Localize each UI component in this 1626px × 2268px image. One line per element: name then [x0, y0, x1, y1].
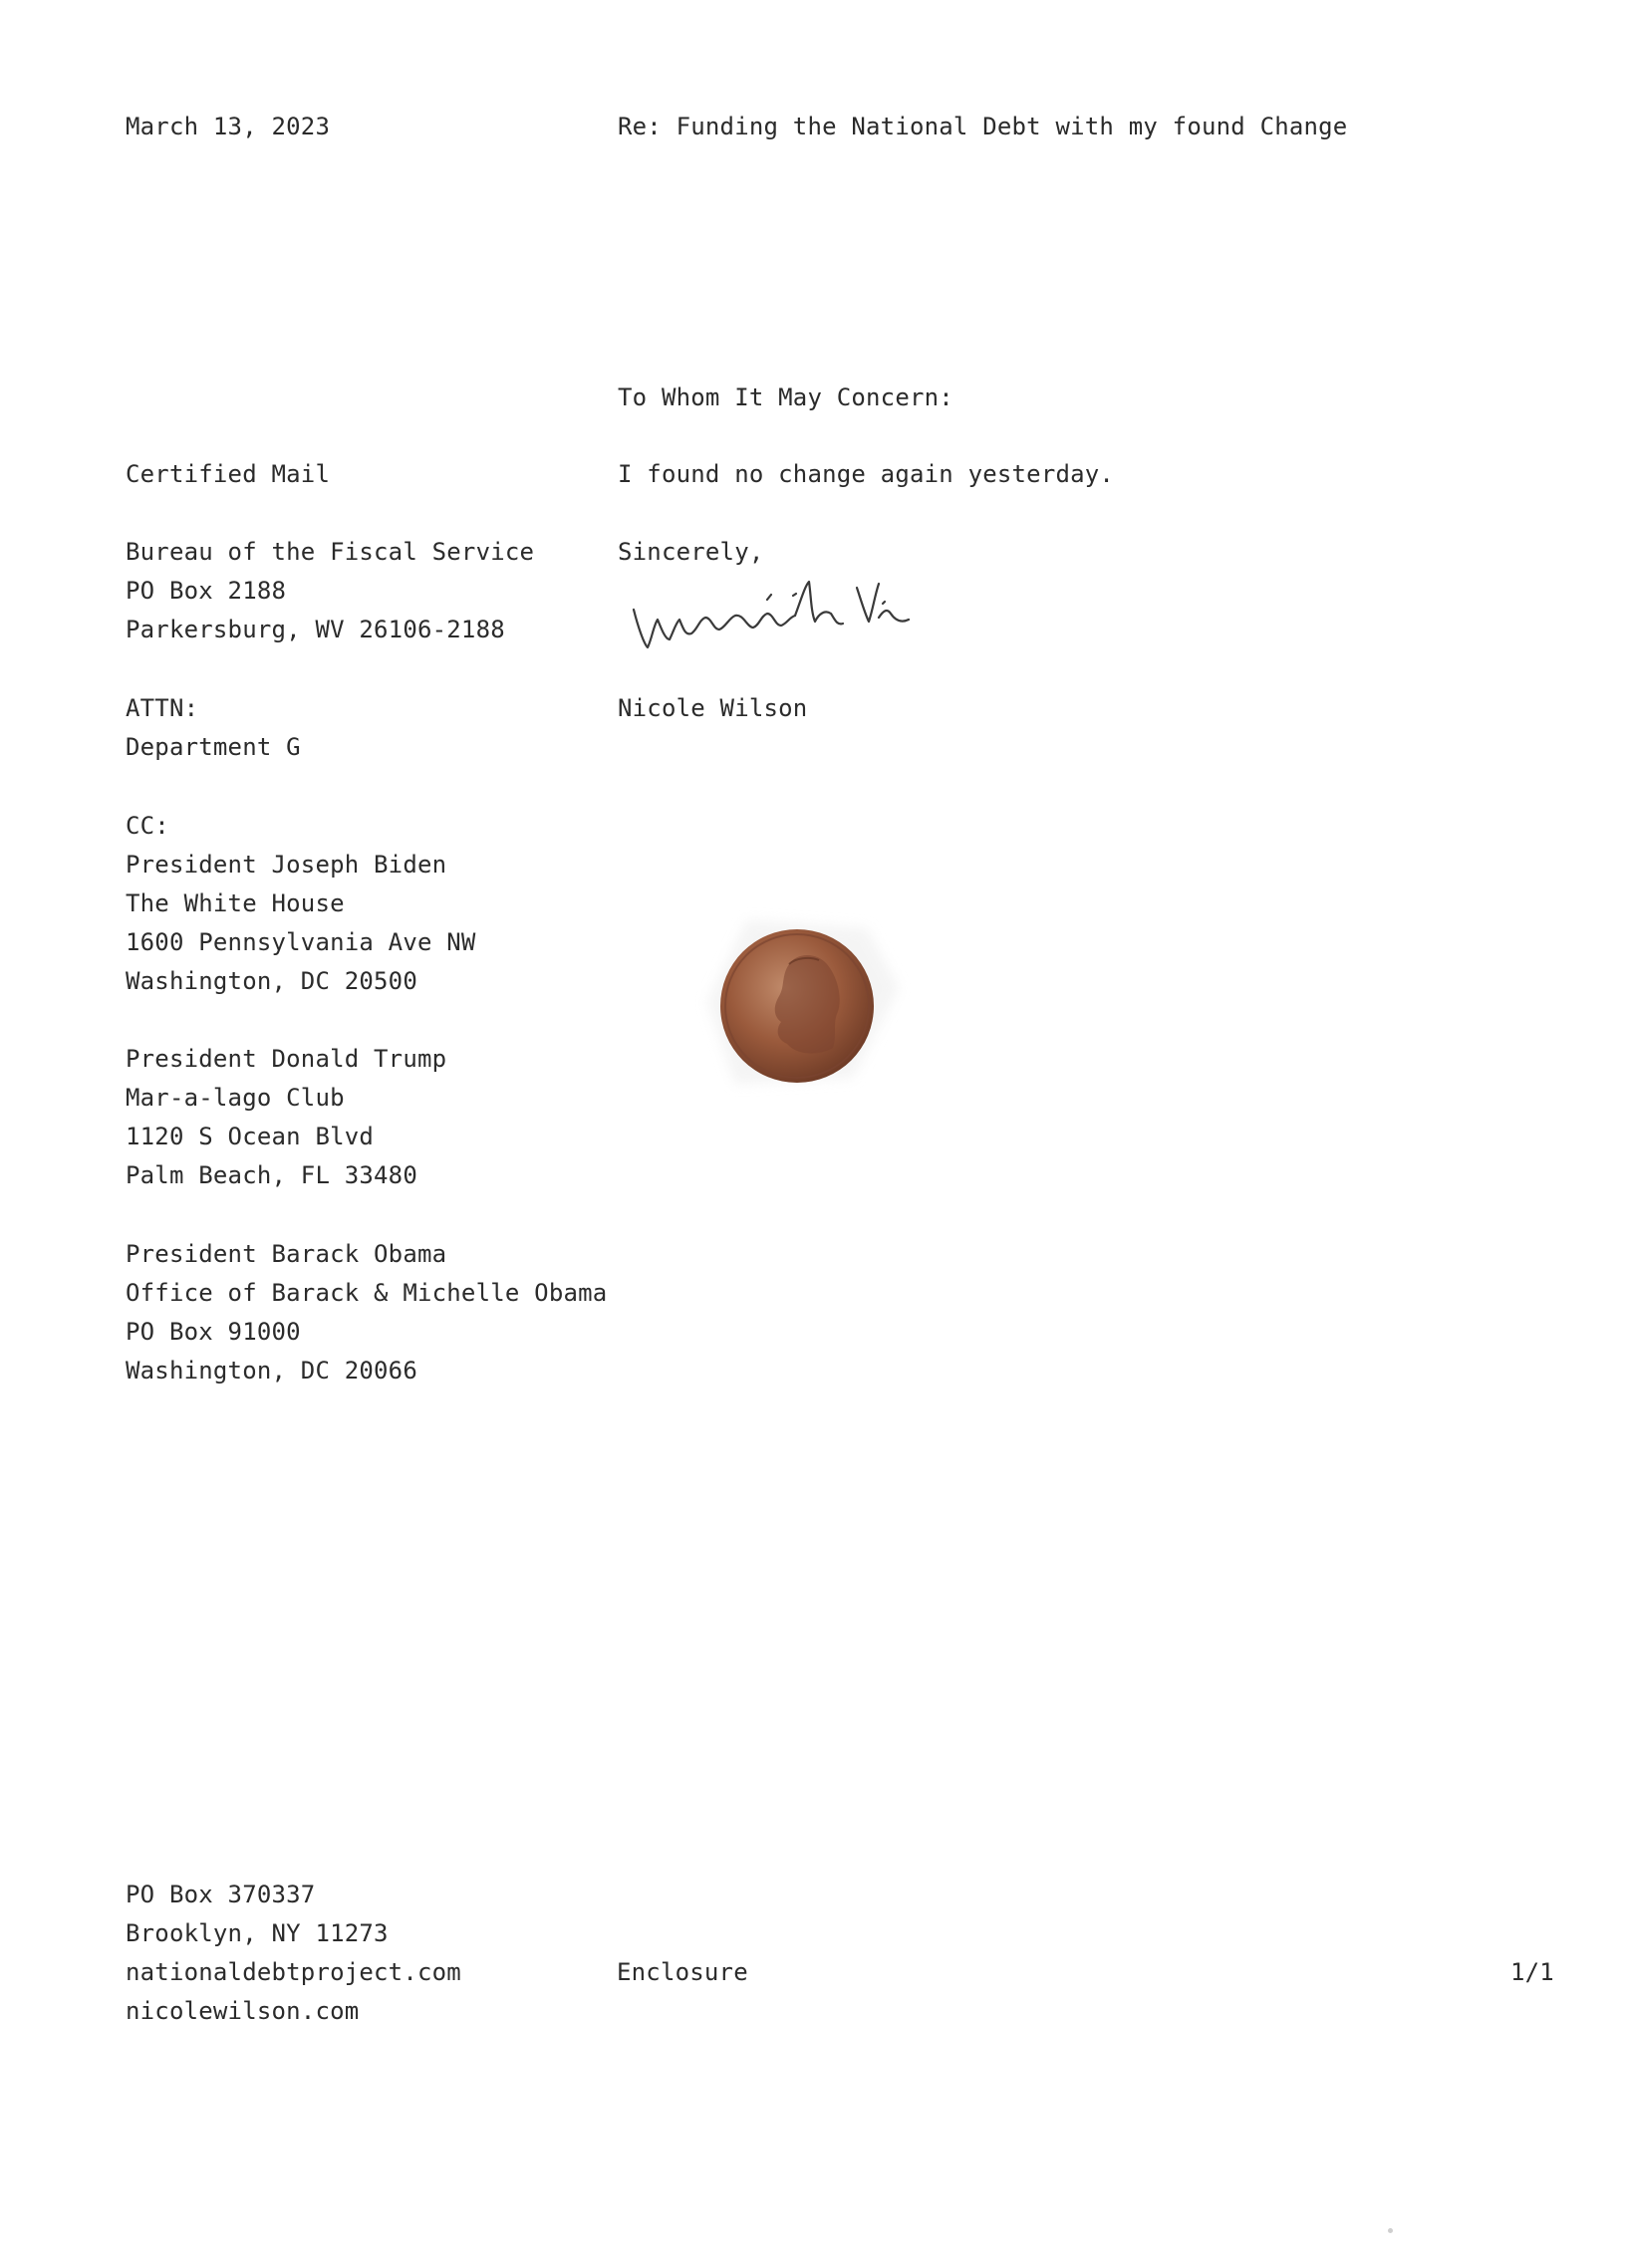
page-number: 1/1 [1510, 1958, 1554, 1986]
footer-line: PO Box 370337 [126, 1881, 316, 1908]
footer-website: nationaldebtproject.com [126, 1958, 461, 1986]
recipient-line: PO Box 2188 [126, 577, 287, 605]
cc-block-biden [126, 807, 476, 1001]
attn-department: Department G [126, 733, 301, 761]
cc-line: Washington, DC 20066 [126, 1357, 417, 1385]
cc-line: Office of Barack & Michelle Obama [126, 1279, 608, 1307]
letter-subject: Re: Funding the National Debt with my found Change [618, 113, 1348, 140]
cc-line: Mar-a-lago Club [126, 1084, 345, 1112]
penny-coin-icon [678, 906, 917, 1106]
footer-line: Brooklyn, NY 11273 [126, 1919, 389, 1947]
handwritten-signature-icon [626, 570, 984, 669]
letter-body: I found no change again yesterday. [618, 460, 1115, 488]
cc-label: CC: [126, 812, 169, 840]
cc-line: President Donald Trump [126, 1045, 447, 1073]
cc-line: Washington, DC 20500 [126, 967, 417, 995]
scan-speck [1388, 2228, 1393, 2233]
closing: Sincerely, [618, 538, 764, 566]
cc-block-trump [126, 1040, 446, 1195]
cc-line: President Barack Obama [126, 1240, 447, 1268]
salutation: To Whom It May Concern: [618, 383, 953, 411]
recipient-line: Parkersburg, WV 26106-2188 [126, 616, 505, 643]
recipient-address [126, 533, 534, 649]
cc-line: Palm Beach, FL 33480 [126, 1161, 417, 1189]
letter-date: March 13, 2023 [126, 113, 331, 140]
cc-line: 1600 Pennsylvania Ave NW [126, 928, 476, 956]
recipient-line: Bureau of the Fiscal Service [126, 538, 535, 566]
sender-footer-address [126, 1876, 461, 2031]
cc-line: The White House [126, 889, 345, 917]
cc-block-obama [126, 1235, 607, 1390]
attention-block [126, 689, 301, 767]
footer-website: nicolewilson.com [126, 1997, 360, 2025]
mail-type: Certified Mail [126, 460, 331, 488]
cc-line: 1120 S Ocean Blvd [126, 1123, 375, 1150]
signer-name: Nicole Wilson [618, 694, 808, 722]
attn-label: ATTN: [126, 694, 199, 722]
cc-line: President Joseph Biden [126, 851, 447, 879]
cc-line: PO Box 91000 [126, 1318, 301, 1346]
enclosure-label: Enclosure [617, 1958, 748, 1986]
